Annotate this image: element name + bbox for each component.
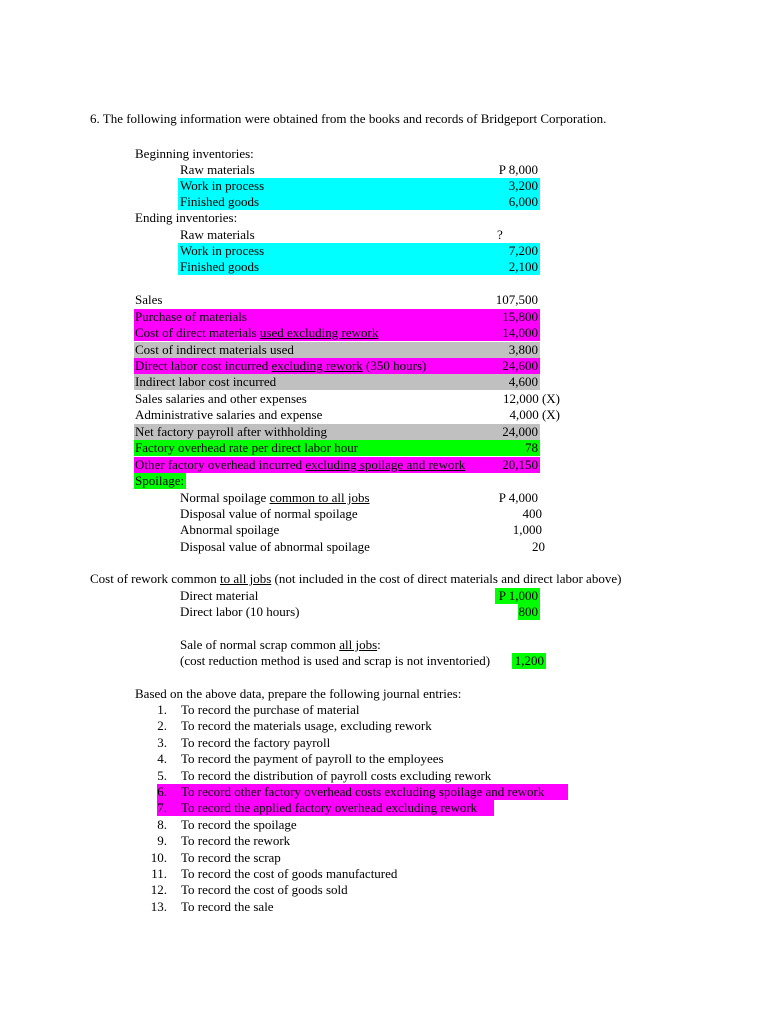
- entry-number: 7.: [157, 800, 167, 815]
- normal-spoilage-label: Normal spoilage common to all jobs: [180, 490, 370, 505]
- entry-text: To record the distribution of payroll costs excluding rework: [181, 768, 492, 783]
- sales-label: Sales: [135, 292, 163, 307]
- end-wip-label: Work in process: [180, 243, 265, 258]
- indirect-materials-value: 3,800: [508, 342, 538, 357]
- entry-number: 2.: [157, 718, 167, 733]
- end-fg-value: 2,100: [508, 259, 538, 274]
- net-payroll-value: 24,000: [502, 424, 538, 439]
- scrap-value: 1,200: [514, 653, 544, 668]
- end-raw-value: ?: [497, 227, 503, 242]
- entry-number: 4.: [157, 751, 167, 766]
- entry-text: To record the sale: [181, 899, 274, 914]
- beg-fg-value: 6,000: [508, 194, 538, 209]
- direct-materials-label: Cost of direct materials used excluding rework: [135, 325, 379, 340]
- entry-text: To record other factory overhead costs excluding spoilage and rework: [181, 784, 545, 799]
- direct-labor-label: Direct labor cost incurred excluding rework (350 hours): [135, 358, 427, 373]
- entry-number: 3.: [157, 735, 167, 750]
- overhead-rate-label: Factory overhead rate per direct labor hour: [135, 440, 359, 455]
- sales-value: 107,500: [495, 292, 538, 307]
- entry-text: To record the payment of payroll to the employees: [181, 751, 444, 766]
- purchase-label: Purchase of materials: [135, 309, 247, 324]
- entry-text: To record the cost of goods manufactured: [181, 866, 398, 881]
- end-raw-label: Raw materials: [180, 227, 255, 242]
- indirect-labor-value: 4,600: [508, 374, 538, 389]
- entry-text: To record the cost of goods sold: [181, 882, 348, 897]
- entry-number: 5.: [157, 768, 167, 783]
- end-fg-label: Finished goods: [180, 259, 260, 274]
- entry-number: 10.: [150, 850, 167, 865]
- entry-number: 8.: [157, 817, 167, 832]
- entry-text: To record the applied factory overhead excluding rework: [181, 800, 478, 815]
- beginning-inventories-label: Beginning inventories:: [135, 146, 254, 161]
- disposal-normal-label: Disposal value of normal spoilage: [180, 506, 358, 521]
- other-overhead-value: 20,150: [502, 457, 538, 472]
- entry-number: 11.: [151, 866, 167, 881]
- purchase-value: 15,800: [502, 309, 538, 324]
- beg-raw-value: P 8,000: [498, 162, 538, 177]
- end-wip-value: 7,200: [508, 243, 538, 258]
- problem-heading: 6. The following information were obtained from the books and records of Bridgeport Corporation.: [90, 111, 607, 126]
- entry-number: 1.: [157, 702, 167, 717]
- other-overhead-label: Other factory overhead incurred excluding spoilage and rework: [135, 457, 466, 472]
- ending-inventories-label: Ending inventories:: [135, 210, 238, 225]
- direct-materials-value: 14,000: [502, 325, 538, 340]
- admin-salaries-label: Administrative salaries and expense: [135, 407, 323, 422]
- entry-number: 12.: [150, 882, 167, 897]
- direct-labor-value: 24,600: [502, 358, 538, 373]
- entry-text: To record the spoilage: [181, 817, 297, 832]
- disposal-abnormal-label: Disposal value of abnormal spoilage: [180, 539, 370, 554]
- normal-spoilage-value: P 4,000: [498, 490, 538, 505]
- scrap-label: Sale of normal scrap common all jobs:: [180, 637, 381, 652]
- abnormal-spoilage-label: Abnormal spoilage: [180, 522, 280, 537]
- rework-dl-label: Direct labor (10 hours): [180, 604, 300, 619]
- spoilage-label: Spoilage:: [135, 473, 185, 488]
- beg-fg-label: Finished goods: [180, 194, 260, 209]
- instructions: Based on the above data, prepare the following journal entries:: [135, 686, 462, 701]
- indirect-labor-label: Indirect labor cost incurred: [135, 374, 277, 389]
- sales-salaries-label: Sales salaries and other expenses: [135, 391, 307, 406]
- admin-salaries-value: 4,000 (X): [509, 407, 560, 422]
- beg-wip-label: Work in process: [180, 178, 265, 193]
- entry-number: 9.: [157, 833, 167, 848]
- beg-raw-label: Raw materials: [180, 162, 255, 177]
- entry-number: 6.: [157, 784, 167, 799]
- rework-dm-label: Direct material: [180, 588, 259, 603]
- overhead-rate-value: 78: [525, 440, 538, 455]
- disposal-normal-value: 400: [522, 506, 542, 521]
- indirect-materials-label: Cost of indirect materials used: [135, 342, 294, 357]
- sales-salaries-value: 12,000 (X): [502, 391, 560, 406]
- entry-number: 13.: [150, 899, 167, 914]
- rework-dm-value: P 1,000: [498, 588, 538, 603]
- scrap-note: (cost reduction method is used and scrap is not inventoried): [180, 653, 491, 668]
- abnormal-spoilage-value: 1,000: [512, 522, 542, 537]
- disposal-abnormal-value: 20: [532, 539, 545, 554]
- entry-text: To record the factory payroll: [181, 735, 331, 750]
- rework-dl-value: 800: [518, 604, 538, 619]
- entry-text: To record the rework: [181, 833, 291, 848]
- beg-wip-value: 3,200: [508, 178, 538, 193]
- net-payroll-label: Net factory payroll after withholding: [135, 424, 328, 439]
- rework-heading: Cost of rework common to all jobs (not included in the cost of direct materials and direct labor above): [90, 571, 622, 586]
- entry-text: To record the purchase of material: [181, 702, 360, 717]
- entry-text: To record the scrap: [181, 850, 281, 865]
- entry-text: To record the materials usage, excluding rework: [181, 718, 432, 733]
